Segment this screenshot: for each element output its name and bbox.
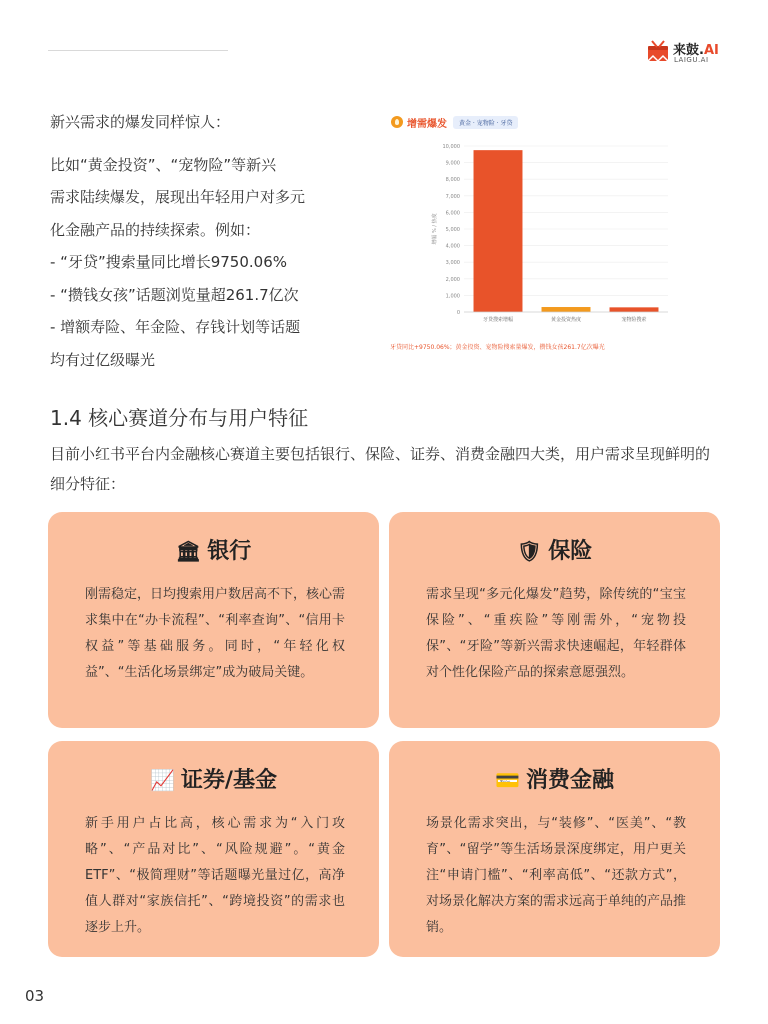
intro-line: 均有过亿级曝光 xyxy=(50,350,156,369)
card-title xyxy=(389,763,720,794)
chart-title: 增需爆发 xyxy=(407,118,447,130)
chart-up-icon: 📈 xyxy=(150,768,175,792)
y-tick-label: 3,000 xyxy=(445,260,460,267)
section-description: 目前小红书平台内金融核心赛道主要包括银行、保险、证券、消费金融四大类，用户需求呈现鲜明的细分特征： xyxy=(50,445,711,493)
card-title-text: 保险 xyxy=(548,539,593,564)
bank-icon: 🏛 xyxy=(175,539,202,563)
chart-header xyxy=(391,114,518,130)
card-title xyxy=(48,534,379,565)
section-title: 1.4 核心赛道分布与用户特征 xyxy=(50,406,309,430)
y-tick-label: 9,000 xyxy=(445,160,460,167)
y-tick-label: 8,000 xyxy=(445,177,460,184)
card-body: 场景化需求突出，与“装修”、“医美”、“教育”、“留学”等生活场景深度绑定，用户更关注“申请门槛”、“利率高低”、“还款方式”，对场景化解决方案的需求远高于单纯的产品推销。 xyxy=(426,816,687,935)
intro-line: 化金融产品的持续探索。例如： xyxy=(50,220,261,239)
x-tick-label: 黄金投资热度 xyxy=(550,317,582,323)
y-tick-label: 2,000 xyxy=(445,276,460,283)
card-title-text: 证券/基金 xyxy=(180,768,277,793)
y-tick-label: 0 xyxy=(456,310,460,316)
y-axis-label: 增幅 % / 热度 xyxy=(432,213,438,245)
shield-icon: 🛡 xyxy=(516,539,543,563)
chart-footnote: 牙贷同比+9750.06%；黄金投资、宠物险搜索量爆发，攒钱女孩261.7亿次曝光 xyxy=(390,344,605,351)
card-title xyxy=(389,534,720,565)
logo-wordmark: 来鼓.AI xyxy=(673,43,719,58)
growth-chart-image xyxy=(386,108,676,358)
intro-line: 需求陆续爆发，展现出年轻用户对多元 xyxy=(50,188,306,206)
intro-line: - “牙贷”搜索量同比增长9750.06% xyxy=(50,253,288,271)
y-tick-label: 4,000 xyxy=(445,243,460,250)
card-title-text: 银行 xyxy=(207,539,252,564)
x-tick-label: 宠物险搜索 xyxy=(621,317,647,323)
y-tick-label: 6,000 xyxy=(445,210,460,217)
y-tick-label: 5,000 xyxy=(445,227,460,233)
chart-tag: 黄金 · 宠物险 · 牙贷 xyxy=(453,116,518,129)
y-tick-label: 1,000 xyxy=(445,293,460,300)
card-consumer-finance xyxy=(389,741,720,957)
credit-card-icon: 💳 xyxy=(495,768,520,792)
intro-line: 比如“黄金投资”、“宠物险”等新兴 xyxy=(50,155,277,174)
card-title-text: 消费金融 xyxy=(525,768,614,793)
bar-chart xyxy=(386,136,676,340)
card-body: 刚需稳定，日均搜索用户数居高不下，核心需求集中在“办卡流程”、“利率查询”、“信用卡权益”等基础服务。同时，“年轻化权益”、“生活化场景绑定”成为破局关键。 xyxy=(85,587,346,680)
card-bank xyxy=(48,512,379,728)
fire-icon xyxy=(391,116,403,128)
top-divider xyxy=(48,50,228,51)
bar xyxy=(542,307,591,312)
intro-heading: 新兴需求的爆发同样惊人： xyxy=(50,113,231,131)
drum-logo-icon xyxy=(645,39,671,65)
bar xyxy=(610,307,659,312)
y-tick-label: 7,000 xyxy=(445,193,460,200)
page-number: 03 xyxy=(25,987,45,1005)
brand-logo xyxy=(645,38,735,70)
bar xyxy=(474,150,523,312)
intro-line: - “攒钱女孩”话题浏览量超261.7亿次 xyxy=(50,285,299,304)
x-tick-label: 牙贷搜索增幅 xyxy=(482,317,514,323)
y-tick-label: 10,000 xyxy=(442,144,460,150)
card-securities xyxy=(48,741,379,957)
card-title xyxy=(48,763,379,794)
intro-text xyxy=(50,106,350,376)
card-insurance xyxy=(389,512,720,728)
card-body: 新手用户占比高，核心需求为“入门攻略”、“产品对比”、“风险规避”。“黄金ETF”、“极简理财”等话题曝光量过亿，高净值人群对“家族信托”、“跨境投资”的需求也逐步上升。 xyxy=(85,816,345,935)
logo-subtext: LAIGU.AI xyxy=(674,56,709,64)
intro-line: - 增额寿险、年金险、存钱计划等话题 xyxy=(50,318,301,336)
card-body: 需求呈现“多元化爆发”趋势，除传统的“宝宝保险”、“重疾险”等刚需外，“宠物投保”、“牙险”等新兴需求快速崛起，年轻群体对个性化保险产品的探索意愿强烈。 xyxy=(426,587,686,680)
